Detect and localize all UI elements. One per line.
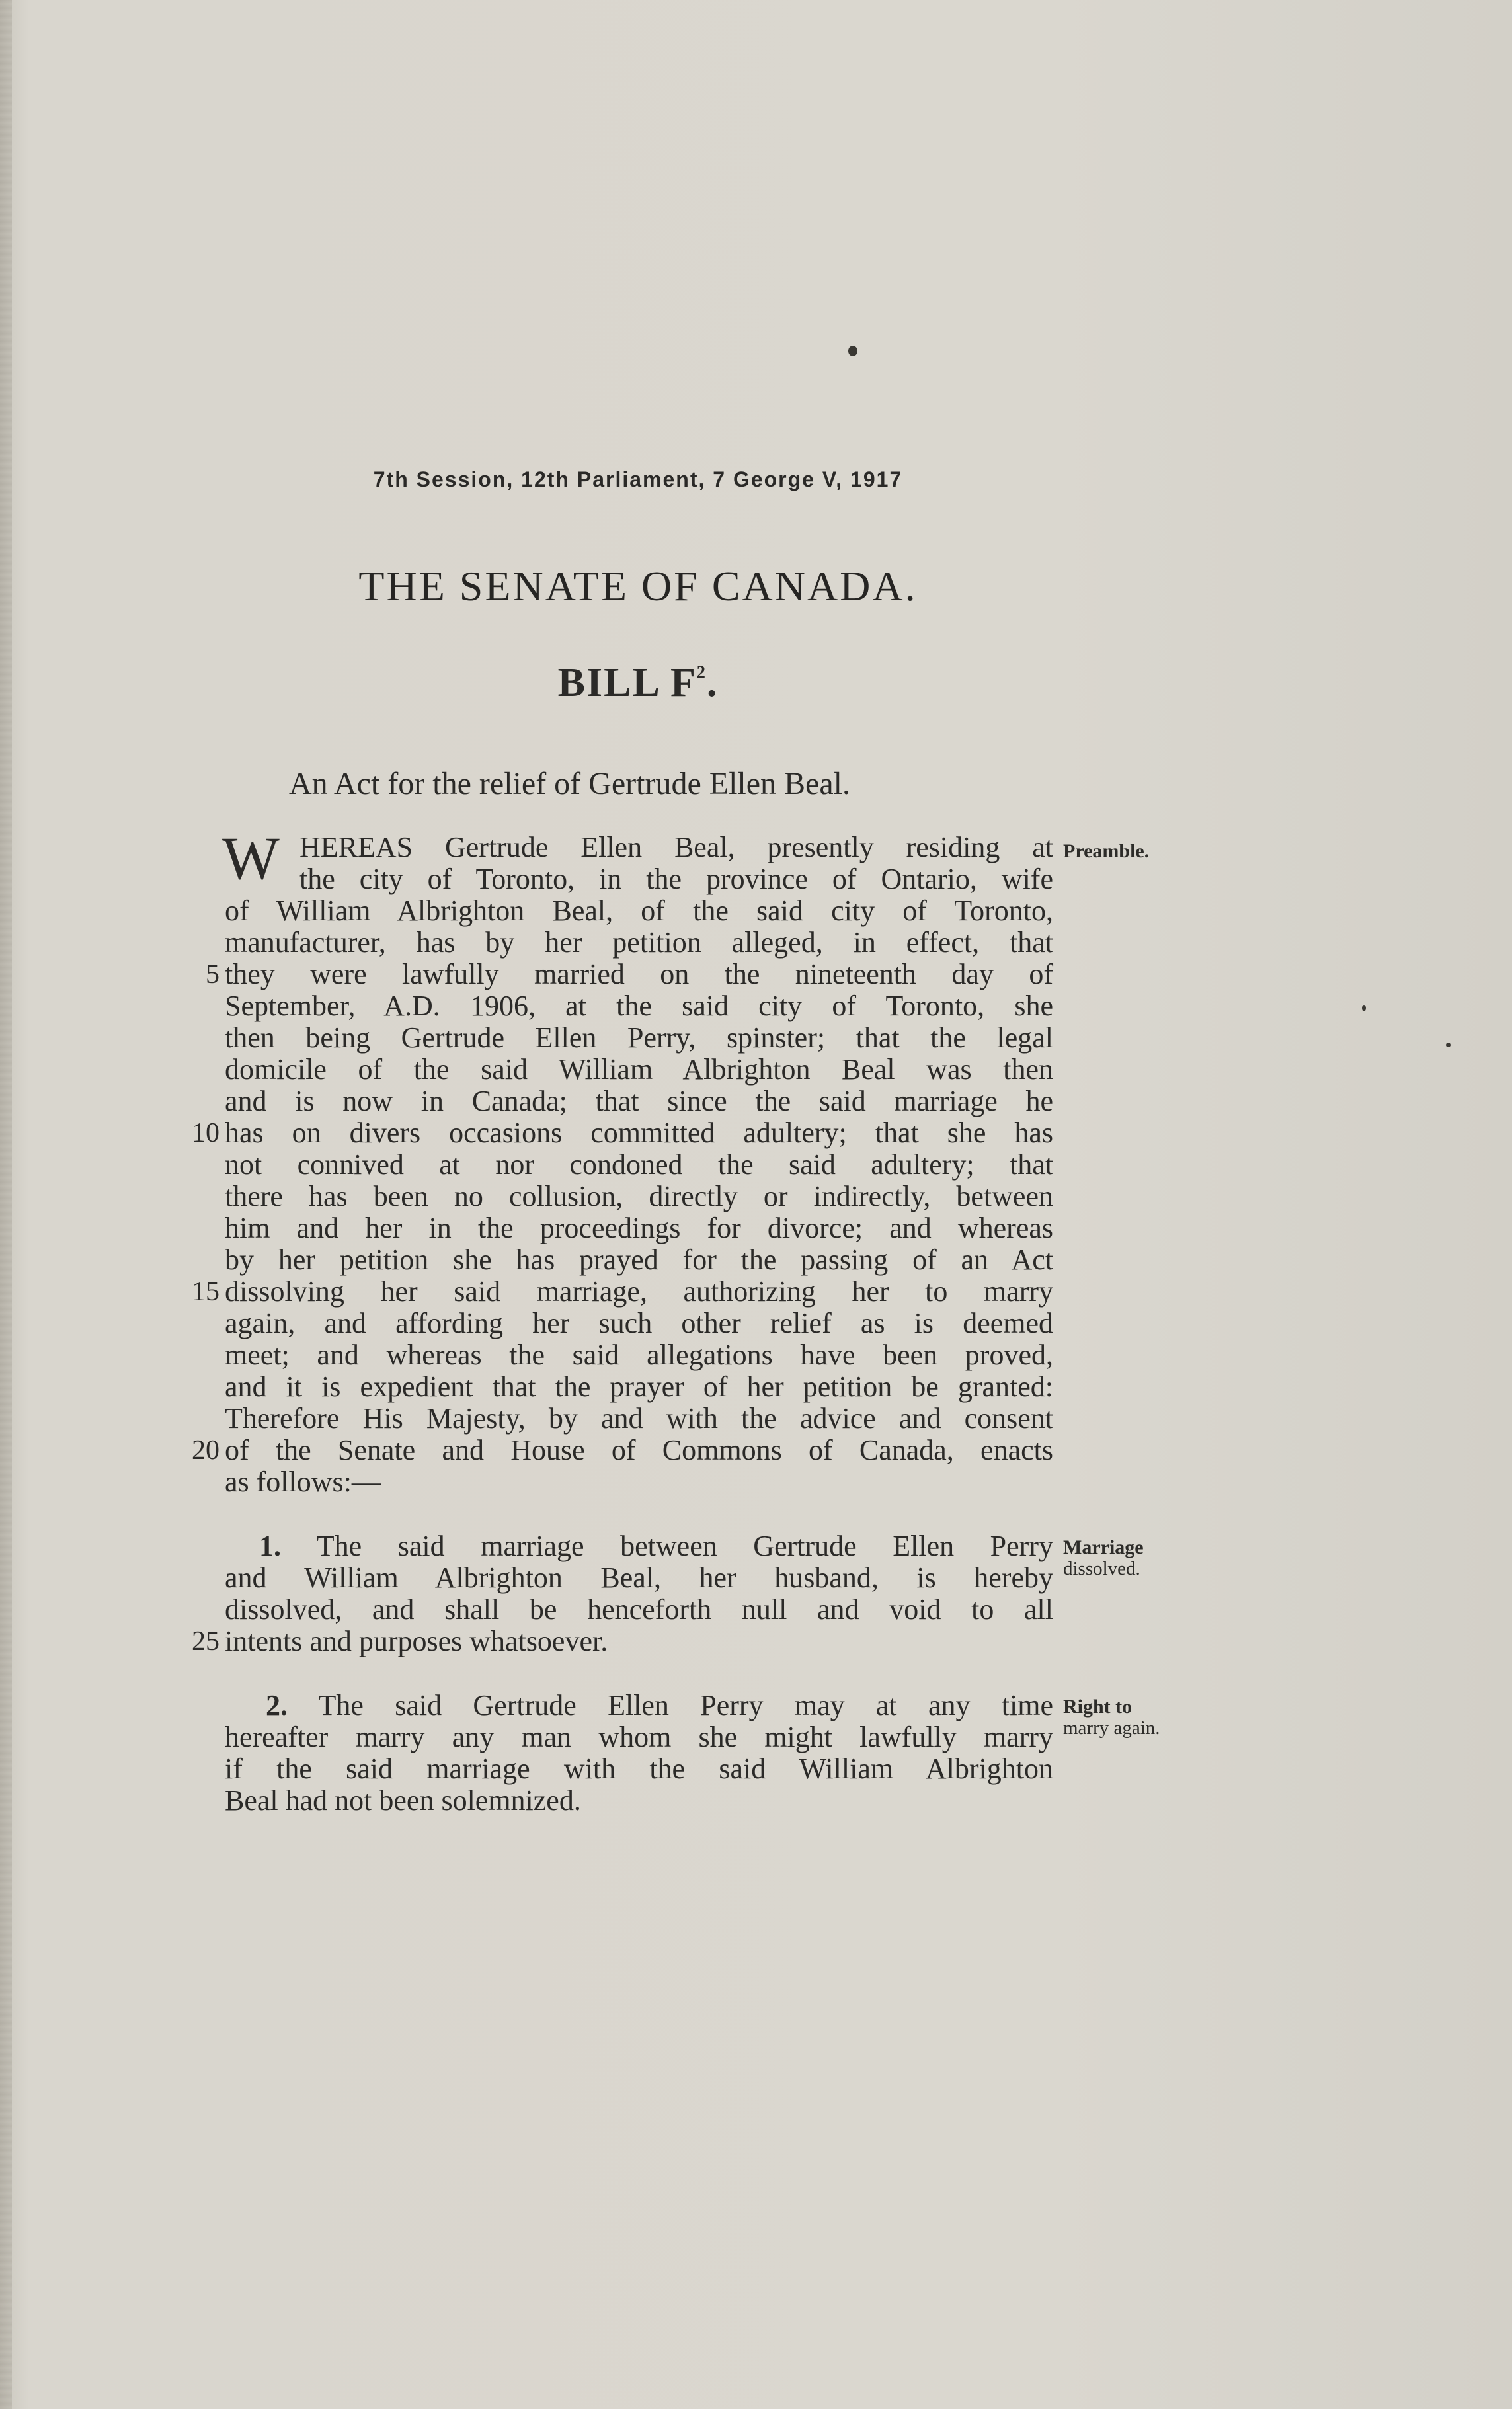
bill-number — [0, 660, 1276, 707]
line-number: 5 — [206, 959, 219, 990]
preamble-line: not connived at nor condoned the said adultery; that — [225, 1148, 1053, 1181]
senate-title: THE SENATE OF CANADA. — [358, 563, 918, 610]
section-2-line: Beal had not been solemnized. — [225, 1784, 581, 1817]
paper-speck — [1362, 1005, 1366, 1011]
paper-speck — [1446, 1043, 1451, 1047]
section-2-text: The said Gertrude Ellen Perry may at any time — [318, 1689, 1053, 1721]
preamble-line: dissolving her said marriage, authorizing her to marry — [225, 1275, 1053, 1308]
preamble-line: domicile of the said William Albrighton Beal was then — [225, 1053, 1053, 1086]
section-1-line: dissolved, and shall be henceforth null and void to all — [225, 1593, 1053, 1626]
preamble-line: they were lawfully married on the nineteenth day of — [225, 958, 1053, 990]
preamble-line: the city of Toronto, in the province of Ontario, wife — [299, 863, 1053, 895]
line-number: 25 — [192, 1626, 219, 1657]
session-header: 7th Session, 12th Parliament, 7 George V, 1917 — [373, 467, 903, 491]
act-title: An Act for the relief of Gertrude Ellen Beal. — [289, 766, 850, 801]
preamble-line: and is now in Canada; that since the said marriage he — [225, 1085, 1053, 1117]
line-number: 15 — [192, 1277, 219, 1307]
preamble-line: of William Albrighton Beal, of the said city of Toronto, — [225, 894, 1053, 927]
margin-note-marry-again: marry again. — [1063, 1718, 1160, 1739]
drop-cap: W — [222, 824, 280, 892]
preamble-line: of the Senate and House of Commons of Canada, enacts — [225, 1434, 1053, 1466]
margin-note-right-to: Right to — [1063, 1696, 1133, 1718]
preamble-line: as follows:— — [225, 1466, 381, 1498]
margin-note-preamble: Preamble. — [1063, 840, 1150, 862]
preamble-line: him and her in the proceedings for divorce; and whereas — [225, 1212, 1053, 1244]
preamble-line: meet; and whereas the said allegations have been proved, — [225, 1339, 1053, 1371]
bill-label: BILL F — [557, 660, 697, 705]
preamble-line: again, and affording her such other relief as is deemed — [225, 1307, 1053, 1339]
section-1-line: and William Albrighton Beal, her husband, is hereby — [225, 1561, 1053, 1594]
section-1-line: intents and purposes whatsoever. — [225, 1625, 608, 1657]
section-1-number: 1. — [259, 1530, 281, 1562]
line-number: 10 — [192, 1118, 219, 1148]
paper-speck — [848, 346, 857, 356]
bill-period: . — [706, 660, 719, 705]
preamble-line: by her petition she has prayed for the passing of an Act — [225, 1244, 1053, 1276]
preamble-line: then being Gertrude Ellen Perry, spinster; that the legal — [225, 1021, 1053, 1054]
section-2-number: 2. — [266, 1689, 288, 1721]
section-1-text: The said marriage between Gertrude Ellen Perry — [316, 1530, 1053, 1562]
line-number: 20 — [192, 1435, 219, 1466]
preamble-line: and it is expedient that the prayer of her petition be granted: — [225, 1370, 1053, 1403]
bill-superscript: 2 — [696, 662, 707, 682]
preamble-line: HEREAS Gertrude Ellen Beal, presently residing at — [299, 831, 1053, 863]
preamble-line: manufacturer, has by her petition alleged, in effect, that — [225, 926, 1053, 959]
margin-note-dissolved: dissolved. — [1063, 1558, 1140, 1579]
section-1-first-line — [259, 1530, 1053, 1562]
section-2-line: if the said marriage with the said William Albrighton — [225, 1753, 1053, 1785]
preamble-line: has on divers occasions committed adultery; that she has — [225, 1117, 1053, 1149]
preamble-line: Therefore His Majesty, by and with the advice and consent — [225, 1402, 1053, 1435]
preamble-line: September, A.D. 1906, at the said city of Toronto, she — [225, 990, 1053, 1022]
binding-edge — [0, 0, 12, 2409]
section-2-first-line — [266, 1690, 1053, 1721]
preamble-line: there has been no collusion, directly or indirectly, between — [225, 1180, 1053, 1212]
section-2-line: hereafter marry any man whom she might lawfully marry — [225, 1721, 1053, 1753]
margin-note-marriage: Marriage — [1063, 1536, 1144, 1558]
